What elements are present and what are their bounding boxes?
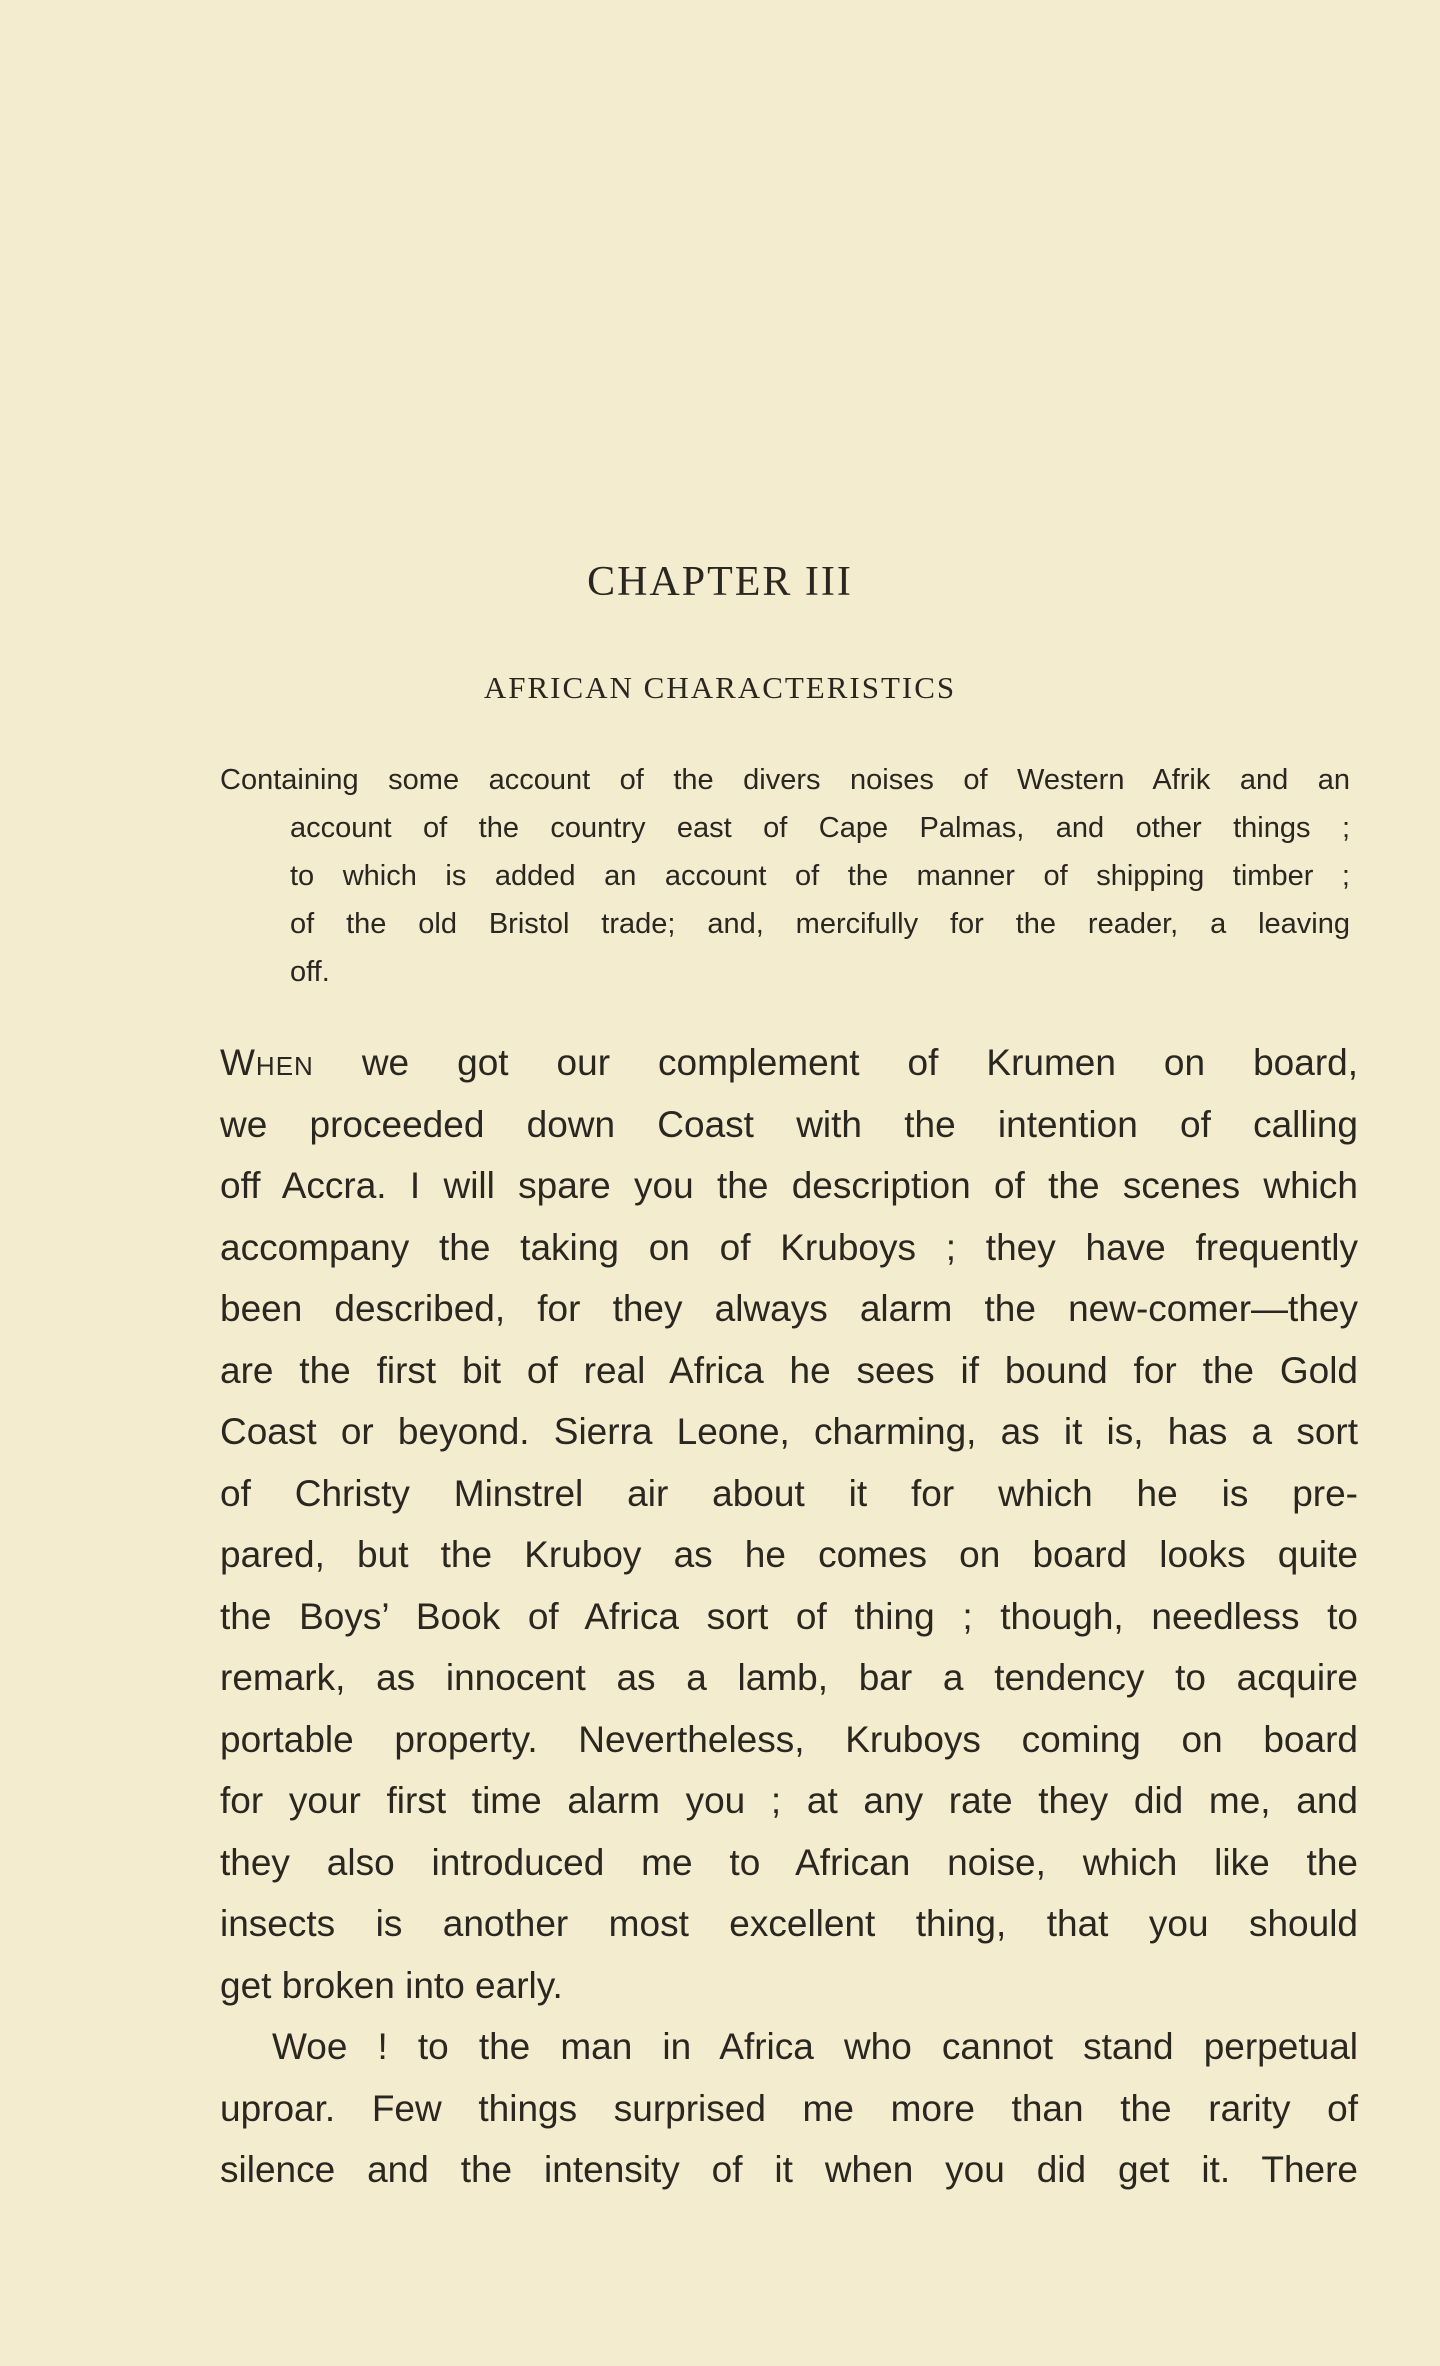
synopsis-line: of the old Bristol trade; and, mercifully for the reader, a leaving (290, 908, 1350, 940)
synopsis-line: off. (290, 956, 330, 988)
paragraph-line: for your first time alarm you ; at any rate they did me, and (220, 1780, 1358, 1821)
paragraph-line: get broken into early. (220, 1964, 563, 2006)
chapter-title: CHAPTER III (587, 559, 853, 605)
paragraph-lead-word: When (220, 1042, 314, 1083)
paragraph-line: pared, but the Kruboy as he comes on board looks quite (220, 1534, 1358, 1575)
chapter-subtitle: AFRICAN CHARACTERISTICS (483, 670, 957, 705)
paragraph-line: uproar. Few things surprised me more than the rarity of (220, 2087, 1358, 2129)
paragraph-line: are the first bit of real Africa he sees if bound for the Gold (220, 1349, 1358, 1391)
paragraph-line: the Boys’ Book of Africa sort of thing ; though, needless to (220, 1595, 1358, 1637)
paragraph-line: insects is another most excellent thing, that you should (220, 1903, 1358, 1944)
paragraph-line: they also introduced me to African noise, which like the (220, 1841, 1358, 1883)
paragraph-line: been described, for they always alarm the new-comer—they (220, 1288, 1358, 1329)
paragraph-line: of Christy Minstrel air about it for which he is pre- (220, 1472, 1358, 1514)
paragraph-1 (220, 1032, 1358, 2016)
paragraph-line: remark, as innocent as a lamb, bar a tendency to acquire (220, 1657, 1358, 1698)
paragraph-line: portable property. Nevertheless, Kruboys coming on board (220, 1718, 1358, 1760)
paragraph-line: off Accra. I will spare you the description of the scenes which (220, 1165, 1358, 1206)
paragraph-line: Coast or beyond. Sierra Leone, charming, as it is, has a sort (220, 1411, 1358, 1452)
body-text (220, 1032, 1358, 2201)
paragraph-line: Woe ! to the man in Africa who cannot stand perpetual (272, 2026, 1358, 2067)
synopsis-line: account of the country east of Cape Palmas, and other things ; (290, 812, 1350, 844)
paragraph-line-text: we got our complement of Krumen on board, (361, 1042, 1358, 1083)
synopsis-line: to which is added an account of the manner of shipping timber ; (290, 860, 1350, 892)
paragraph-2 (220, 2016, 1358, 2201)
synopsis-line: Containing some account of the divers noises of Western Afrik and an (220, 764, 1350, 796)
chapter-synopsis (220, 756, 1350, 996)
paragraph-line (220, 1032, 1358, 1094)
paragraph-line: we proceeded down Coast with the intention of calling (220, 1103, 1358, 1145)
paragraph-line: accompany the taking on of Kruboys ; they have frequently (220, 1226, 1358, 1268)
paragraph-line: silence and the intensity of it when you did get it. There (220, 2149, 1358, 2190)
